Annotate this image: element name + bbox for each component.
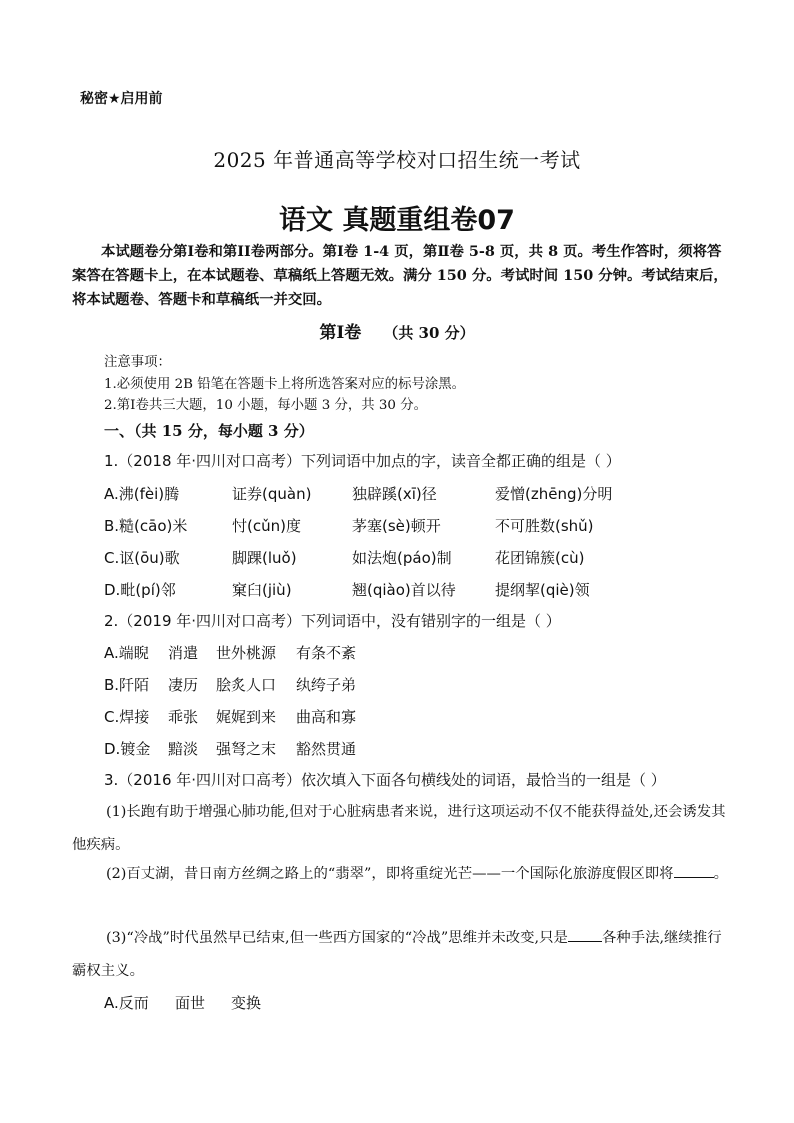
exam-instructions: 本试题卷分第Ⅰ卷和第ⅠⅠ卷两部分。第Ⅰ卷 1-4 页，第Ⅱ卷 5-8 页，共 8 页。考生作答时，须将答案答在答题卡上，在本试题卷、草稿纸上答题无效。满分 150 分。考试时间 150 分钟。考试结束后，将本试题卷、答题卡和草稿纸一并交回。	[72, 243, 728, 308]
option-term: 独辟蹊(xī)径	[352, 485, 437, 503]
volume-title	[0, 318, 794, 343]
option-term: C.焊接	[104, 708, 150, 726]
notice-item: 1.必须使用 2B 铅笔在答题卡上将所选答案对应的标号涂黑。	[104, 376, 466, 392]
option-term: 曲高和寡	[296, 708, 357, 726]
answer-blank	[674, 863, 714, 878]
sentence-text: 。	[713, 866, 728, 882]
question-3-sentence-2	[72, 858, 728, 891]
option-term: 脍炙人口	[216, 676, 277, 694]
answer-blank	[568, 927, 602, 942]
notice-block	[104, 352, 465, 417]
sentence-text: (2)百丈湖，昔日南方丝绸之路上的“翡翠”，即将重绽光芒——一个国际化旅游度假区即将	[106, 866, 674, 882]
option-term: 爱憎(zhēng)分明	[495, 485, 613, 503]
question-3-sentence-1: (1)长跑有助于增强心肺功能,但对于心脏病患者来说，进行这项运动不仅不能获得益处,还会诱发其他疾病。	[72, 804, 726, 853]
option-term: 茅塞(sè)顿开	[352, 517, 441, 535]
option-term: A.端睨	[104, 644, 149, 662]
option-term: 强弩之末	[216, 740, 277, 758]
section-heading: 一、（共 15 分，每小题 3 分）	[104, 422, 314, 440]
question-2-stem: 2.（2019 年·四川对口高考）下列词语中，没有错别字的一组是（ ）	[104, 612, 561, 630]
option-term: A.反而	[104, 994, 149, 1012]
option-term: 豁然贯通	[296, 740, 357, 758]
option-term: 乖张	[168, 708, 199, 726]
paper-title: 语文 真题重组卷07	[279, 205, 515, 236]
option-term: 面世	[175, 994, 206, 1012]
option-term: 翘(qiào)首以待	[352, 581, 456, 599]
option-term: A.沸(fèi)腾	[104, 485, 180, 503]
option-term: D.毗(pí)邻	[104, 581, 176, 599]
question-3-stem: 3.（2016 年·四川对口高考）依次填入下面各句横线处的词语，最恰当的一组是（ ）	[104, 771, 666, 789]
option-term: 世外桃源	[216, 644, 277, 662]
notice-heading: 注意事项：	[104, 355, 171, 370]
option-term: 不可胜数(shǔ)	[495, 517, 594, 535]
option-term: 纨绔子弟	[296, 676, 357, 694]
option-term: 提纲挈(qiè)领	[495, 581, 590, 599]
option-term: 脚踝(luǒ)	[232, 549, 297, 567]
option-term: B.糙(cāo)米	[104, 517, 188, 535]
volume-score: （共 30 分）	[383, 324, 475, 342]
exam-title: 2025 年普通高等学校对口招生统一考试	[213, 148, 581, 172]
question-1-stem: 1.（2018 年·四川对口高考）下列词语中加点的字，读音全都正确的组是（ ）	[104, 452, 621, 470]
option-term: 花团锦簇(cù)	[495, 549, 585, 567]
option-term: 凄历	[168, 676, 199, 694]
option-term: 窠臼(jiù)	[232, 581, 292, 599]
question-3-sentence-3	[72, 922, 728, 988]
option-term: 变换	[231, 994, 262, 1012]
option-term: 娓娓到来	[216, 708, 277, 726]
notice-item: 2.第Ⅰ卷共三大题，10 小题，每小题 3 分，共 30 分。	[104, 398, 427, 413]
volume-label: 第Ⅰ卷	[319, 323, 362, 343]
sentence-text: (3)“冷战”时代虽然早已结束,但一些西方国家的“冷战”思维并未改变,只是	[106, 930, 568, 946]
option-term: B.阡陌	[104, 676, 150, 694]
confidential-mark: 秘密★启用前	[80, 91, 163, 107]
option-term: 有条不紊	[296, 644, 357, 662]
sentence-text: 各种手法,继续推行霸权主义。	[72, 930, 722, 979]
option-term: C.讴(ōu)歌	[104, 549, 180, 567]
option-term: 消遣	[168, 644, 199, 662]
option-term: 忖(cǔn)度	[232, 517, 301, 535]
option-term: 证券(quàn)	[232, 485, 312, 503]
option-term: 如法炮(páo)制	[352, 549, 452, 567]
option-term: 黯淡	[168, 740, 199, 758]
option-term: D.镀金	[104, 740, 151, 758]
